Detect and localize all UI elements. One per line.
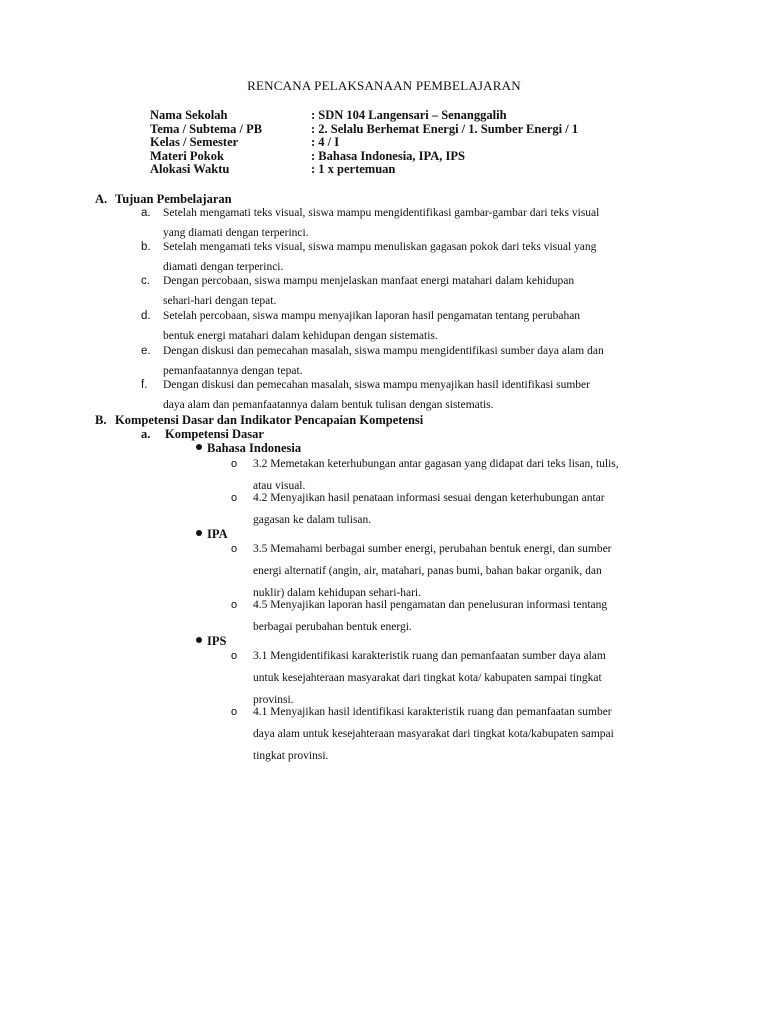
competency-line: 3.2 Memetakan keterhubungan antar gagasan yang didapat dari teks lisan, tulis, bbox=[253, 458, 619, 470]
subsection-title: Kompetensi Dasar bbox=[165, 427, 264, 441]
competency-item bbox=[231, 487, 701, 531]
competency-line: atau visual. bbox=[253, 480, 306, 492]
subject-heading bbox=[196, 527, 228, 542]
info-row-subject bbox=[150, 150, 578, 164]
subject-name: IPS bbox=[207, 634, 227, 648]
info-row-class bbox=[150, 136, 578, 150]
competency-line: 4.5 Menyajikan laporan hasil pengamatan dan penelusuran informasi tentang bbox=[253, 599, 608, 611]
list-letter: f. bbox=[141, 379, 148, 391]
competency-line: 4.1 Menyajikan hasil identifikasi karakteristik ruang dan pemanfaatan sumber bbox=[253, 706, 612, 718]
info-value: : SDN 104 Langensari – Senanggalih bbox=[311, 108, 507, 122]
circle-bullet-icon: o bbox=[231, 706, 238, 718]
list-letter: c. bbox=[141, 275, 150, 287]
objective-item bbox=[141, 375, 701, 415]
info-label: Kelas / Semester bbox=[150, 135, 239, 149]
info-label: Nama Sekolah bbox=[150, 108, 228, 122]
section-title: Tujuan Pembelajaran bbox=[115, 192, 232, 206]
competency-line: untuk kesejahteraan masyarakat dari tingkat kota/ kabupaten sampai tingkat bbox=[253, 672, 602, 684]
circle-bullet-icon: o bbox=[231, 650, 238, 662]
info-value: : Bahasa Indonesia, IPA, IPS bbox=[311, 148, 465, 163]
list-letter: a. bbox=[141, 207, 151, 219]
section-title: Kompetensi Dasar dan Indikator Pencapaian Kompetensi bbox=[115, 413, 424, 427]
list-letter: e. bbox=[141, 345, 151, 357]
list-letter: d. bbox=[141, 310, 151, 322]
objective-line: sehari-hari dengan tepat. bbox=[163, 295, 277, 307]
objective-line: yang diamati dengan terperinci. bbox=[163, 227, 309, 239]
circle-bullet-icon: o bbox=[231, 543, 238, 555]
competency-line: gagasan ke dalam tulisan. bbox=[253, 514, 372, 526]
section-b-heading bbox=[95, 413, 423, 428]
objective-line: Dengan diskusi dan pemecahan masalah, siswa mampu menyajikan hasil identifikasi sumber bbox=[163, 379, 590, 391]
bullet-icon bbox=[196, 530, 202, 536]
info-label: Tema / Subtema / PB bbox=[150, 121, 263, 136]
school-info-block bbox=[150, 109, 578, 177]
circle-bullet-icon: o bbox=[231, 492, 238, 504]
subject-name: Bahasa Indonesia bbox=[207, 441, 302, 455]
section-number: A. bbox=[95, 192, 108, 206]
list-letter: b. bbox=[141, 241, 151, 253]
objective-line: Setelah percobaan, siswa mampu menyajikan laporan hasil pengamatan tentang perubahan bbox=[163, 310, 581, 322]
info-row-time bbox=[150, 163, 578, 177]
competency-line: energi alternatif (angin, air, matahari, panas bumi, bahan bakar organik, dan bbox=[253, 565, 602, 577]
competency-line: provinsi. bbox=[253, 694, 294, 706]
objective-line: diamati dengan terperinci. bbox=[163, 261, 284, 273]
info-row-school bbox=[150, 109, 578, 123]
competency-line: 4.2 Menyajikan hasil penataan informasi sesuai dengan keterhubungan antar bbox=[253, 492, 605, 504]
competency-line: daya alam untuk kesejahteraan masyarakat dari tingkat kota/kabupaten sampai bbox=[253, 728, 614, 740]
competency-line: berbagai perubahan bentuk energi. bbox=[253, 621, 412, 633]
info-value: : 4 / I bbox=[311, 135, 340, 149]
competency-line: tingkat provinsi. bbox=[253, 750, 329, 762]
subsection-number: a. bbox=[141, 427, 151, 441]
info-label: Materi Pokok bbox=[150, 148, 224, 163]
objective-line: Dengan diskusi dan pemecahan masalah, siswa mampu mengidentifikasi sumber daya alam dan bbox=[163, 345, 604, 357]
circle-bullet-icon: o bbox=[231, 599, 238, 611]
competency-line: nuklir) dalam kehidupan sehari-hari. bbox=[253, 587, 421, 599]
info-label: Alokasi Waktu bbox=[150, 162, 230, 176]
competency-line: 3.5 Memahami berbagai sumber energi, perubahan bentuk energi, dan sumber bbox=[253, 543, 612, 555]
objective-line: Dengan percobaan, siswa mampu menjelaskan manfaat energi matahari dalam kehidupan bbox=[163, 275, 575, 287]
subject-name: IPA bbox=[207, 527, 228, 541]
objective-line: daya alam dan pemanfaatannya dalam bentuk tulisan dengan sistematis. bbox=[163, 399, 494, 411]
objective-item bbox=[141, 306, 701, 346]
objective-line: Setelah mengamati teks visual, siswa mampu mengidentifikasi gambar-gambar dari teks visual bbox=[163, 207, 600, 219]
objective-item bbox=[141, 271, 701, 311]
bullet-icon bbox=[196, 637, 202, 643]
competency-item bbox=[231, 701, 701, 767]
objective-line: pemanfaatannya dengan tepat. bbox=[163, 365, 303, 377]
document-title: RENCANA PELAKSANAAN PEMBELAJARAN bbox=[247, 78, 521, 93]
info-value: : 2. Selalu Berhemat Energi / 1. Sumber Energi / 1 bbox=[311, 121, 579, 136]
subsection-heading bbox=[141, 427, 264, 442]
info-value: : 1 x pertemuan bbox=[311, 162, 396, 176]
info-row-theme bbox=[150, 123, 578, 137]
objective-line: Setelah mengamati teks visual, siswa mampu menuliskan gagasan pokok dari teks visual yang bbox=[163, 241, 597, 253]
subject-heading bbox=[196, 634, 226, 649]
objective-line: bentuk energi matahari dalam kehidupan dengan sistematis. bbox=[163, 330, 438, 342]
competency-item bbox=[231, 594, 701, 638]
bullet-icon bbox=[196, 444, 202, 450]
section-number: B. bbox=[95, 413, 107, 427]
circle-bullet-icon: o bbox=[231, 458, 238, 470]
competency-line: 3.1 Mengidentifikasi karakteristik ruang dan pemanfaatan sumber daya alam bbox=[253, 650, 606, 662]
